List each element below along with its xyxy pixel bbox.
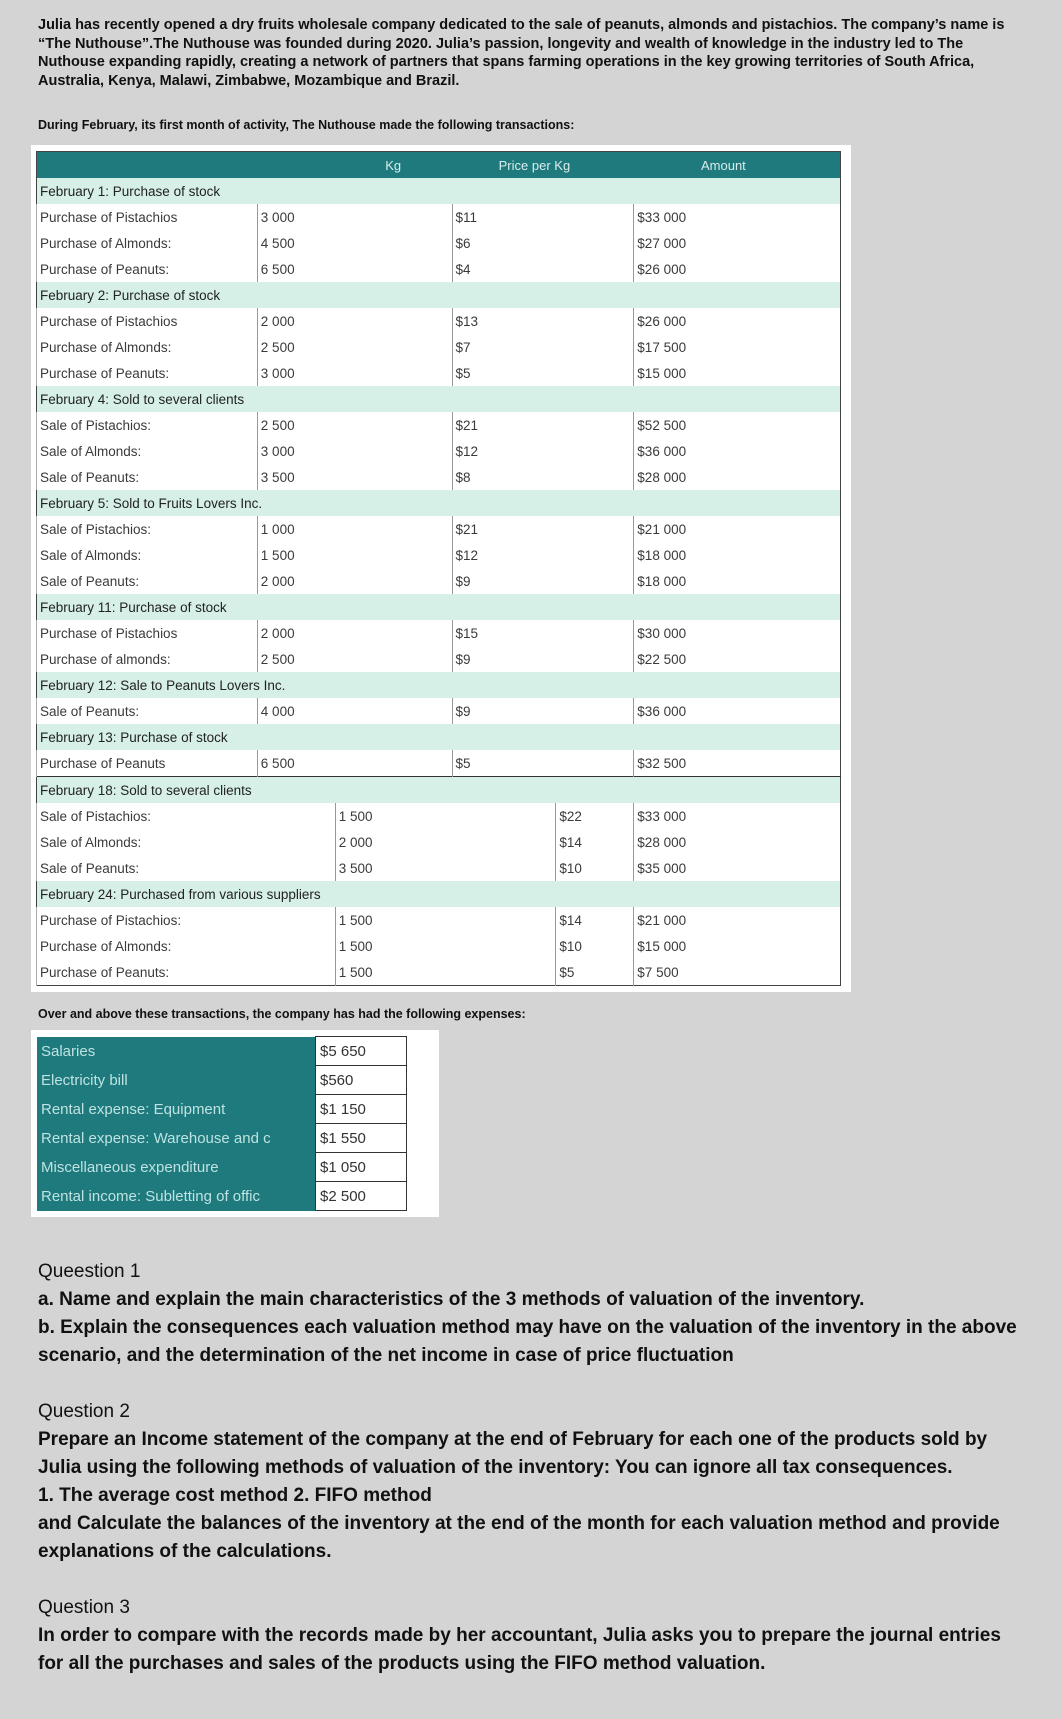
group-row [37, 672, 841, 698]
group-title: February 1: Purchase of stock [37, 178, 841, 204]
expense-value: $1 050 [316, 1153, 407, 1182]
row-kg: 3 000 [257, 360, 335, 386]
row-kg: 3 000 [257, 204, 335, 230]
row-spacer [335, 230, 452, 256]
row-amount: $18 000 [634, 542, 841, 568]
header-amount: Amount [634, 152, 841, 179]
row-label: Sale of Almonds: [37, 438, 258, 464]
table-row [37, 750, 841, 777]
group-row [37, 724, 841, 750]
row-spacer [335, 464, 452, 490]
row-label: Purchase of Pistachios: [37, 907, 258, 933]
group-row [37, 490, 841, 516]
table-row [37, 646, 841, 672]
expense-label: Rental income: Subletting of offic [37, 1182, 316, 1211]
row-price: $4 [452, 256, 556, 282]
question-title: Question 3 [38, 1597, 130, 1618]
table-row [37, 438, 841, 464]
row-amount: $15 000 [634, 933, 841, 959]
row-amount: $21 000 [634, 516, 841, 542]
row-kg: 2 500 [257, 646, 335, 672]
row-kg: 4 500 [257, 230, 335, 256]
row-kg: 1 500 [335, 803, 452, 829]
table-row [37, 256, 841, 282]
table-row [37, 516, 841, 542]
row-label: Purchase of almonds: [37, 646, 258, 672]
row-spacer [556, 542, 634, 568]
table-row [37, 855, 841, 881]
group-row [37, 594, 841, 620]
row-spacer [335, 438, 452, 464]
row-label: Purchase of Pistachios [37, 620, 258, 646]
row-spacer [556, 412, 634, 438]
transactions-table-container [31, 145, 851, 992]
row-spacer [335, 750, 452, 777]
row-kg: 1 500 [257, 542, 335, 568]
table-row [37, 334, 841, 360]
row-spacer [335, 620, 452, 646]
row-label: Purchase of Peanuts: [37, 959, 258, 986]
row-spacer [335, 256, 452, 282]
expenses-table-container [31, 1030, 439, 1217]
row-label: Sale of Peanuts: [37, 568, 258, 594]
row-label: Sale of Peanuts: [37, 464, 258, 490]
row-spacer [335, 204, 452, 230]
row-amount: $17 500 [634, 334, 841, 360]
row-amount: $21 000 [634, 907, 841, 933]
row-price: $5 [452, 750, 556, 777]
row-label: Sale of Peanuts: [37, 855, 258, 881]
row-kg: 2 000 [335, 829, 452, 855]
row-spacer [452, 933, 556, 959]
row-spacer [335, 516, 452, 542]
row-label: Sale of Pistachios: [37, 516, 258, 542]
row-price: $10 [556, 933, 634, 959]
expense-value: $5 650 [316, 1037, 407, 1066]
group-title: February 24: Purchased from various suppliers [37, 881, 841, 907]
row-kg: 2 500 [257, 412, 335, 438]
group-title: February 2: Purchase of stock [37, 282, 841, 308]
expense-row [37, 1153, 407, 1182]
row-label: Sale of Peanuts: [37, 698, 258, 724]
group-row [37, 386, 841, 412]
questions-section [38, 1258, 1028, 1706]
group-row [37, 282, 841, 308]
row-price: $5 [556, 959, 634, 986]
question-block [38, 1398, 1028, 1566]
row-spacer [556, 230, 634, 256]
row-amount: $33 000 [634, 204, 841, 230]
row-amount: $7 500 [634, 959, 841, 986]
row-amount: $22 500 [634, 646, 841, 672]
row-label: Sale of Almonds: [37, 829, 258, 855]
row-kg: 3 500 [335, 855, 452, 881]
row-label: Purchase of Pistachios [37, 204, 258, 230]
row-price: $14 [556, 829, 634, 855]
table-row [37, 959, 841, 986]
expense-value: $2 500 [316, 1182, 407, 1211]
row-spacer [556, 568, 634, 594]
row-amount: $52 500 [634, 412, 841, 438]
group-row [37, 777, 841, 804]
row-spacer [257, 803, 335, 829]
row-spacer [556, 516, 634, 542]
row-spacer [335, 334, 452, 360]
row-spacer [452, 829, 556, 855]
row-price: $9 [452, 568, 556, 594]
row-label: Purchase of Peanuts: [37, 360, 258, 386]
group-title: February 5: Sold to Fruits Lovers Inc. [37, 490, 841, 516]
table-row [37, 803, 841, 829]
row-spacer [556, 334, 634, 360]
question-block [38, 1594, 1028, 1678]
row-price: $6 [452, 230, 556, 256]
group-title: February 11: Purchase of stock [37, 594, 841, 620]
question-text: a. Name and explain the main characteristics of the 3 methods of valuation of the inventory. [38, 1289, 865, 1310]
row-spacer [335, 542, 452, 568]
table-row [37, 360, 841, 386]
table-header-row [37, 152, 841, 179]
row-spacer [335, 646, 452, 672]
row-spacer [556, 360, 634, 386]
row-amount: $26 000 [634, 308, 841, 334]
row-spacer [556, 698, 634, 724]
row-spacer [556, 204, 634, 230]
row-price: $9 [452, 646, 556, 672]
row-spacer [556, 464, 634, 490]
intro-paragraph: Julia has recently opened a dry fruits wholesale company dedicated to the sale of peanuts, almonds and pistachios. The company’s name is “The Nuthouse”.The Nuthouse was founded during 2020. Julia’s passion, longevity and wealth of knowledge in the industry led to The Nuthouse expanding rapidly, creating a network of partners that spans farming operations in the key growing territories of South Africa, Australia, Kenya, Malawi, Zimbabwe, Mozambique and Brazil. [38, 17, 1005, 89]
row-kg: 2 000 [257, 308, 335, 334]
row-label: Sale of Pistachios: [37, 412, 258, 438]
question-text: Prepare an Income statement of the company at the end of February for each one of the products sold by Julia using the following methods of valuation of the inventory: You can ignore all tax consequences. [38, 1429, 988, 1478]
row-price: $12 [452, 542, 556, 568]
row-price: $15 [452, 620, 556, 646]
row-spacer [452, 907, 556, 933]
row-price: $9 [452, 698, 556, 724]
row-spacer [452, 959, 556, 986]
row-amount: $33 000 [634, 803, 841, 829]
table-row [37, 829, 841, 855]
row-spacer [257, 829, 335, 855]
row-amount: $36 000 [634, 698, 841, 724]
expense-value: $1 150 [316, 1095, 407, 1124]
row-kg: 2 000 [257, 568, 335, 594]
expense-value: $1 550 [316, 1124, 407, 1153]
group-title: February 18: Sold to several clients [37, 777, 841, 804]
row-amount: $32 500 [634, 750, 841, 777]
expense-row [37, 1037, 407, 1066]
group-title: February 12: Sale to Peanuts Lovers Inc. [37, 672, 841, 698]
row-spacer [257, 855, 335, 881]
expense-row [37, 1066, 407, 1095]
row-kg: 2 500 [257, 334, 335, 360]
row-spacer [257, 959, 335, 986]
group-title: February 4: Sold to several clients [37, 386, 841, 412]
row-kg: 4 000 [257, 698, 335, 724]
row-kg: 3 000 [257, 438, 335, 464]
question-text: b. Explain the consequences each valuation method may have on the valuation of the inventory in the above scenario, and the determination of the net income in case of price fluctuation [38, 1317, 1017, 1366]
row-spacer [335, 308, 452, 334]
row-price: $21 [452, 516, 556, 542]
row-price: $22 [556, 803, 634, 829]
expenses-table [37, 1036, 407, 1211]
group-title: February 13: Purchase of stock [37, 724, 841, 750]
row-price: $14 [556, 907, 634, 933]
table-row [37, 568, 841, 594]
row-spacer [556, 750, 634, 777]
expense-label: Rental expense: Warehouse and c [37, 1124, 316, 1153]
row-spacer [556, 438, 634, 464]
row-label: Sale of Pistachios: [37, 803, 258, 829]
expense-row [37, 1124, 407, 1153]
row-kg: 1 500 [335, 933, 452, 959]
table-row [37, 933, 841, 959]
table-row [37, 907, 841, 933]
question-block [38, 1258, 1028, 1370]
table-row [37, 542, 841, 568]
transactions-table [36, 151, 841, 986]
row-spacer [556, 308, 634, 334]
row-amount: $28 000 [634, 464, 841, 490]
row-kg: 2 000 [257, 620, 335, 646]
expense-label: Electricity bill [37, 1066, 316, 1095]
row-price: $13 [452, 308, 556, 334]
expenses-intro: Over and above these transactions, the company has had the following expenses: [38, 1007, 526, 1021]
transactions-intro: During February, its first month of activity, The Nuthouse made the following transactions: [38, 118, 575, 132]
question-text: In order to compare with the records made by her accountant, Julia asks you to prepare the journal entries for all the purchases and sales of the products using the FIFO method valuation. [38, 1625, 1001, 1674]
table-row [37, 412, 841, 438]
row-label: Purchase of Almonds: [37, 334, 258, 360]
question-title: Queestion 1 [38, 1261, 141, 1282]
table-row [37, 464, 841, 490]
row-spacer [335, 360, 452, 386]
expense-value: $560 [316, 1066, 407, 1095]
row-label: Sale of Almonds: [37, 542, 258, 568]
row-amount: $35 000 [634, 855, 841, 881]
group-row [37, 881, 841, 907]
row-amount: $18 000 [634, 568, 841, 594]
expense-label: Salaries [37, 1037, 316, 1066]
expense-row [37, 1182, 407, 1211]
table-row [37, 698, 841, 724]
group-row [37, 178, 841, 204]
row-price: $10 [556, 855, 634, 881]
row-price: $21 [452, 412, 556, 438]
row-price: $11 [452, 204, 556, 230]
row-spacer [452, 855, 556, 881]
row-kg: 1 500 [335, 907, 452, 933]
row-amount: $26 000 [634, 256, 841, 282]
header-kg: Kg [257, 152, 452, 179]
row-price: $12 [452, 438, 556, 464]
row-price: $5 [452, 360, 556, 386]
row-spacer [452, 803, 556, 829]
row-kg: 1 500 [335, 959, 452, 986]
row-label: Purchase of Pistachios [37, 308, 258, 334]
row-amount: $28 000 [634, 829, 841, 855]
row-spacer [257, 907, 335, 933]
expense-label: Miscellaneous expenditure [37, 1153, 316, 1182]
row-spacer [556, 646, 634, 672]
row-amount: $30 000 [634, 620, 841, 646]
row-kg: 6 500 [257, 256, 335, 282]
expense-label: Rental expense: Equipment [37, 1095, 316, 1124]
row-spacer [556, 620, 634, 646]
table-row [37, 308, 841, 334]
row-label: Purchase of Peanuts [37, 750, 258, 777]
row-amount: $36 000 [634, 438, 841, 464]
row-amount: $15 000 [634, 360, 841, 386]
row-kg: 6 500 [257, 750, 335, 777]
table-row [37, 230, 841, 256]
row-spacer [335, 698, 452, 724]
question-text: and Calculate the balances of the inventory at the end of the month for each valuation method and provide explanations of the calculations. [38, 1513, 1000, 1562]
row-spacer [335, 412, 452, 438]
row-price: $7 [452, 334, 556, 360]
row-amount: $27 000 [634, 230, 841, 256]
row-spacer [257, 933, 335, 959]
question-text: 1. The average cost method 2. FIFO method [38, 1485, 432, 1506]
table-row [37, 620, 841, 646]
row-label: Purchase of Almonds: [37, 933, 258, 959]
row-kg: 1 000 [257, 516, 335, 542]
row-spacer [335, 568, 452, 594]
table-row [37, 204, 841, 230]
row-kg: 3 500 [257, 464, 335, 490]
expense-row [37, 1095, 407, 1124]
question-title: Question 2 [38, 1401, 130, 1422]
row-spacer [556, 256, 634, 282]
header-price: Price per Kg [452, 152, 634, 179]
row-label: Purchase of Peanuts: [37, 256, 258, 282]
row-label: Purchase of Almonds: [37, 230, 258, 256]
row-price: $8 [452, 464, 556, 490]
